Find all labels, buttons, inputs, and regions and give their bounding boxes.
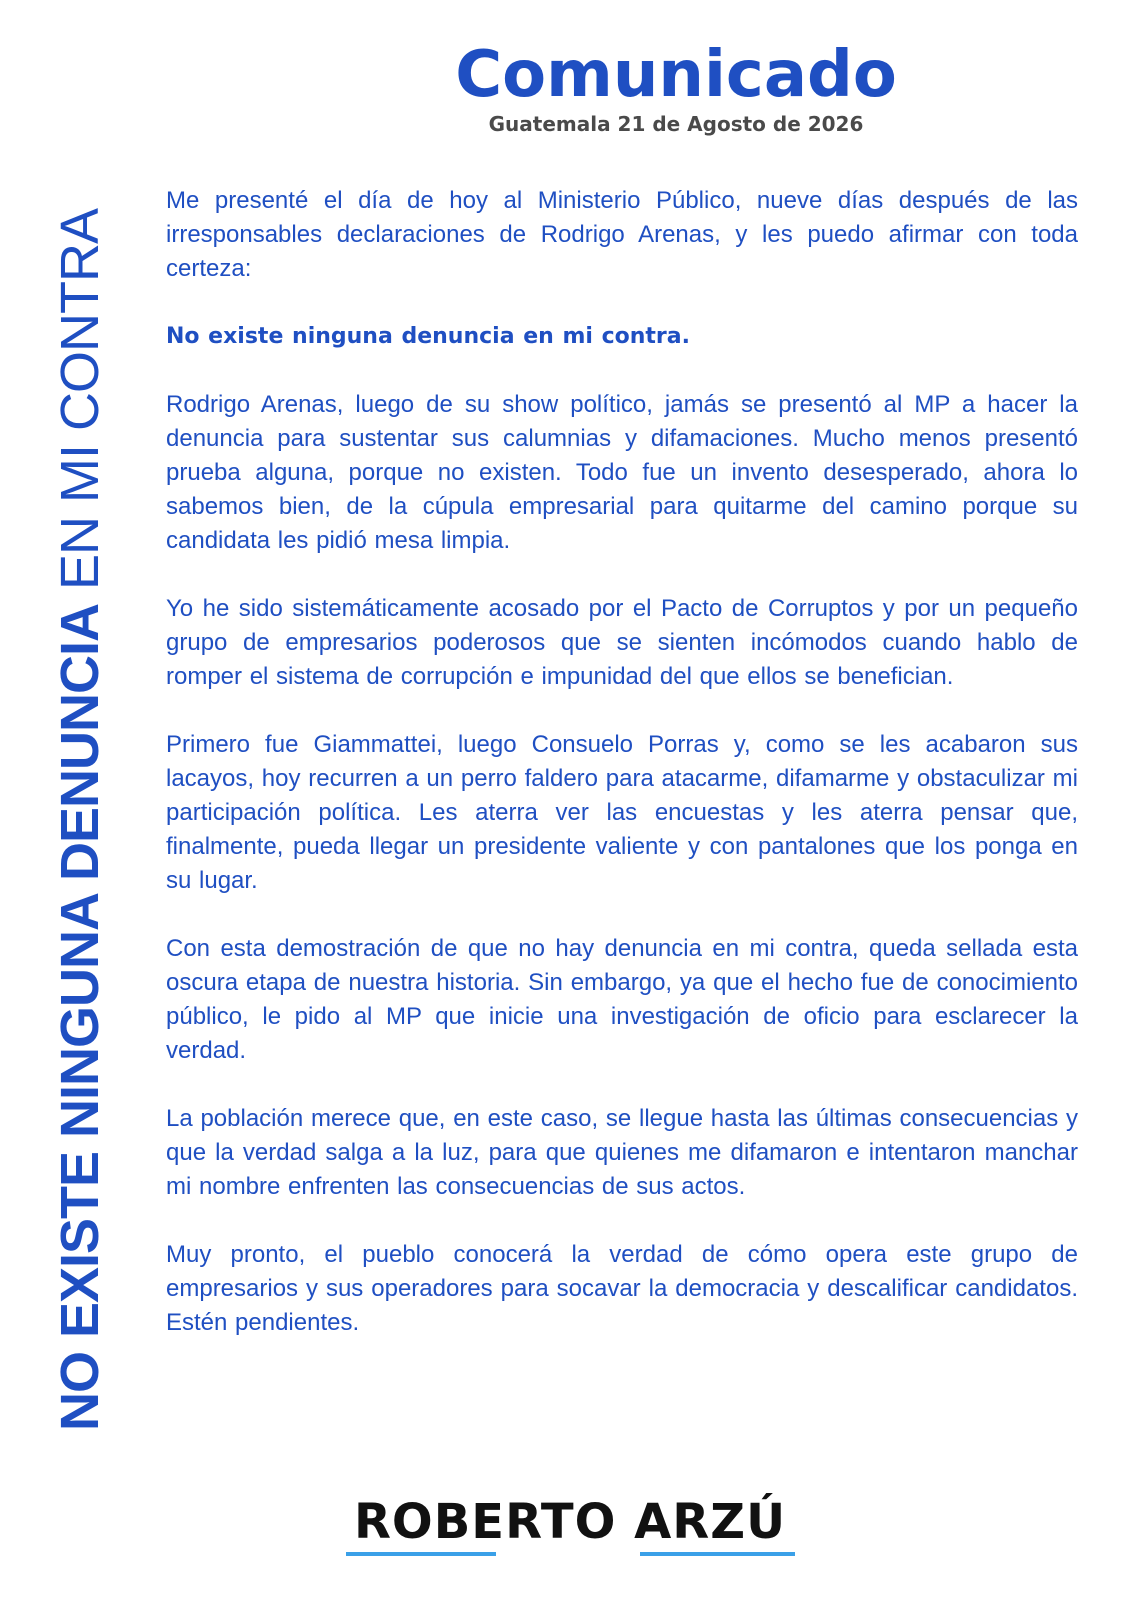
paragraph-giammattei: Primero fue Giammattei, luego Consuelo Porras y, como se les acabaron sus lacayos, hoy recurren a un perro faldero para atacarme, difamarme y obstaculizar mi participación política. Les aterra ver las encuestas y les aterra pensar que, finalmente, pueda llegar un presidente valiente y con pantalones que los ponga en su lugar. (166, 731, 1078, 894)
page-title: Comunicado (455, 38, 897, 112)
paragraph-demostracion: Con esta demostración de que no hay denuncia en mi contra, queda sellada esta oscura etapa de nuestra historia. Sin embargo, ya que el hecho fue de conocimiento público, le pido al MP que inicie una investigación de oficio para esclarecer la verdad. (166, 935, 1078, 1064)
side-banner-light-text: EN MI CONTRA (50, 208, 110, 604)
paragraph-acoso: Yo he sido sistemáticamente acosado por el Pacto de Corruptos y por un pequeño grupo de empresarios poderosos que se sienten incómodos cuando hablo de romper el sistema de corrupción e impunidad del que ellos se benefician. (166, 595, 1078, 690)
side-banner (0, 0, 160, 1600)
signature-underline-left (346, 1552, 496, 1556)
header (160, 40, 1132, 136)
signature-name: ROBERTO ARZÚ (353, 1494, 787, 1550)
paragraph-poblacion: La población merece que, en este caso, se llegue hasta las últimas consecuencias y que la verdad salga a la luz, para que quienes me difamaron e intentaron manchar mi nombre enfrenten las consecuencias de sus actos. (166, 1105, 1078, 1200)
paragraph-muy-pronto: Muy pronto, el pueblo conocerá la verdad de cómo opera este grupo de empresarios y sus operadores para socavar la democracia y descalificar candidatos. Estén pendientes. (166, 1241, 1078, 1336)
statement-body (166, 184, 1078, 1374)
side-banner-text (50, 208, 110, 1432)
paragraph-rodrigo-arenas: Rodrigo Arenas, luego de su show político, jamás se presentó al MP a hacer la denuncia para sustentar sus calumnias y difamaciones. Mucho menos presentó prueba alguna, porque no existen. Todo fue un invento desesperado, ahora lo sabemos bien, de la cúpula empresarial para quitarme del camino porque su candidata les pidió mesa limpia. (166, 391, 1078, 554)
signature-underline-right (640, 1552, 795, 1556)
paragraph-headline: No existe ninguna denuncia en mi contra. (166, 324, 690, 349)
side-banner-bold-text: NO EXISTE NINGUNA DENUNCIA (50, 603, 110, 1432)
signature-underline (340, 1552, 800, 1558)
date-subtitle: Guatemala 21 de Agosto de 2026 (488, 112, 864, 137)
signature (340, 1494, 800, 1558)
paragraph-intro: Me presenté el día de hoy al Ministerio Público, nueve días después de las irresponsables declaraciones de Rodrigo Arenas, y les puedo afirmar con toda certeza: (166, 187, 1078, 282)
